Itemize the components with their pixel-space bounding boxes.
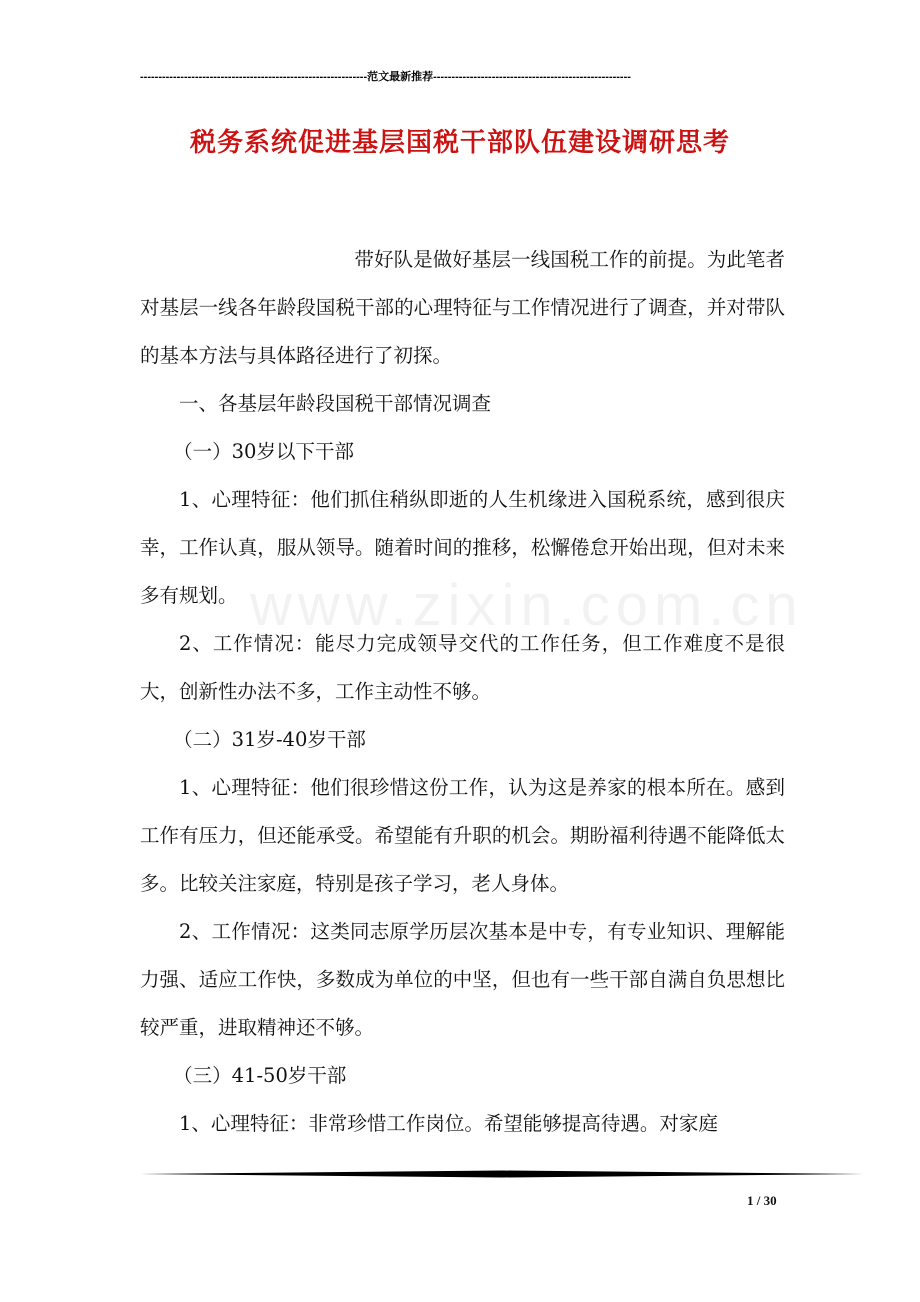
- document-body: [140, 236, 785, 1148]
- footer-divider: [140, 1170, 864, 1178]
- paragraph-1-2: 2、工作情况：能尽力完成领导交代的工作任务，但工作难度不是很大，创新性办法不多，工作主动性不够。: [140, 632, 785, 703]
- paragraph-3-1: 1、心理特征：非常珍惜工作岗位。希望能够提高待遇。对家庭: [179, 1112, 718, 1135]
- page-number: 1 / 30: [747, 1193, 777, 1208]
- page-header: --------------------------------------------------------------范文最新推荐------------------------------------------------------: [140, 71, 631, 83]
- paragraph-1-1: 1、心理特征：他们抓住稍纵即逝的人生机缘进入国税系统，感到很庆幸，工作认真，服从领导。随着时间的推移，松懈倦怠开始出现，但对未来多有规划。: [140, 488, 785, 607]
- subsection-heading-2: （二）31岁-40岁干部: [173, 728, 366, 751]
- paragraph-intro: 带好队是做好基层一线国税工作的前提。为此笔者对基层一线各年龄段国税干部的心理特征与工作情况进行了调查，并对带队的基本方法与具体路径进行了初探。: [140, 248, 785, 367]
- document-title: 税务系统促进基层国税干部队伍建设调研思考: [189, 128, 730, 158]
- paragraph-2-1: 1、心理特征：他们很珍惜这份工作，认为这是养家的根本所在。感到工作有压力，但还能承受。希望能有升职的机会。期盼福利待遇不能降低太多。比较关注家庭，特别是孩子学习，老人身体。: [140, 776, 785, 895]
- subsection-heading-1: （一）30岁以下干部: [173, 440, 354, 463]
- section-heading-1: 一、各基层年龄段国税干部情况调查: [179, 392, 492, 415]
- paragraph-2-2: 2、工作情况：这类同志原学历层次基本是中专，有专业知识、理解能力强、适应工作快，多数成为单位的中坚，但也有一些干部自满自负思想比较严重，进取精神还不够。: [140, 920, 785, 1039]
- subsection-heading-3: （三）41-50岁干部: [173, 1064, 347, 1087]
- watermark: www.zixin.com.cn: [250, 573, 804, 638]
